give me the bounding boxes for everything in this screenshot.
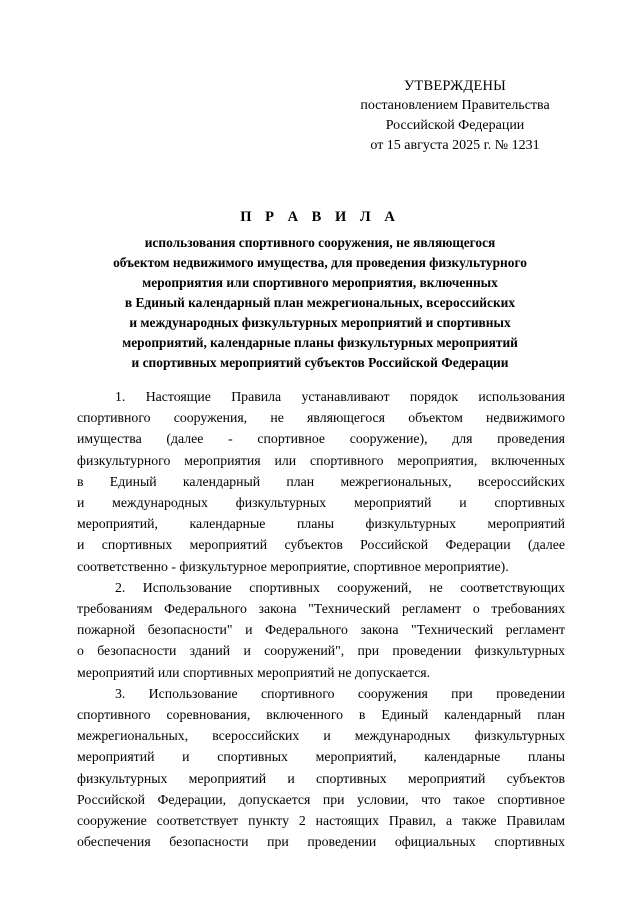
- subtitle-line: объектом недвижимого имущества, для проведения физкультурного: [113, 255, 527, 270]
- paragraph-line: мероприятий, календарные планы физкультурных мероприятий: [77, 516, 565, 532]
- paragraph-line: обеспечения безопасности при проведении официальных спортивных: [77, 834, 565, 850]
- subtitle-line: мероприятия или спортивного мероприятия, включенных: [142, 275, 498, 290]
- approval-line-3: от 15 августа 2025 г. № 1231: [370, 138, 540, 153]
- paragraph-line: физкультурных мероприятий и спортивных мероприятий субъектов: [77, 770, 565, 786]
- approval-block: [330, 76, 580, 156]
- paragraph-line: межрегиональных, всероссийских и международных физкультурных: [77, 728, 565, 744]
- paragraph-line: имущества (далее - спортивное сооружение), для проведения: [77, 431, 565, 447]
- document-title: П Р А В И Л А: [240, 209, 400, 225]
- paragraph-line: 3. Использование спортивного сооружения при проведении: [115, 685, 565, 701]
- subtitle-line: и спортивных мероприятий субъектов Российской Федерации: [131, 355, 509, 370]
- approval-line-1: постановлением Правительства: [360, 98, 550, 113]
- paragraph-line: мероприятий или спортивных мероприятий не допускается.: [77, 664, 431, 680]
- subtitle-line: и международных физкультурных мероприятий и спортивных: [129, 315, 511, 330]
- paragraph-line: 2. Использование спортивных сооружений, не соответствующих: [115, 579, 565, 595]
- paragraph-line: пожарной безопасности" и Федерального закона "Технический регламент: [77, 622, 565, 638]
- paragraph-line: Российской Федерации, допускается при условии, что такое спортивное: [77, 791, 565, 807]
- paragraph-1: [77, 386, 565, 577]
- paragraph-line: и международных физкультурных мероприятий и спортивных: [77, 495, 565, 511]
- document-body: [77, 386, 565, 852]
- approval-title: УТВЕРЖДЕНЫ: [403, 78, 507, 94]
- paragraph-line: спортивного соревнования, включенного в Единый календарный план: [77, 707, 565, 723]
- paragraph-line: в Единый календарный план межрегиональных, всероссийских: [77, 473, 565, 489]
- paragraph-line: 1. Настоящие Правила устанавливают порядок использования: [115, 389, 565, 404]
- paragraph-3: [77, 683, 565, 853]
- paragraph-line: физкультурного мероприятия или спортивного мероприятия, включенных: [77, 452, 565, 468]
- subtitle-line: мероприятий, календарные планы физкультурных мероприятий: [122, 335, 518, 350]
- paragraph-line: требованиям Федерального закона "Технический регламент о требованиях: [77, 601, 565, 617]
- paragraph-line: и спортивных мероприятий субъектов Российской Федерации (далее: [77, 537, 565, 553]
- paragraph-2: [77, 577, 565, 683]
- paragraph-line: соответственно - физкультурное мероприятие, спортивное мероприятие).: [77, 558, 509, 574]
- paragraph-line: спортивного сооружения, не являющегося объектом недвижимого: [77, 410, 565, 426]
- subtitle-line: использования спортивного сооружения, не являющегося: [144, 235, 496, 250]
- paragraph-line: сооружение соответствует пункту 2 настоящих Правил, а также Правилам: [77, 813, 565, 829]
- paragraph-line: мероприятий и спортивных мероприятий, календарные планы: [77, 749, 565, 765]
- subtitle-line: в Единый календарный план межрегиональных, всероссийских: [124, 295, 516, 310]
- paragraph-line: о безопасности зданий и сооружений", при проведении физкультурных: [77, 643, 565, 659]
- approval-line-2: Российской Федерации: [385, 118, 525, 133]
- document-subtitle: [60, 233, 580, 373]
